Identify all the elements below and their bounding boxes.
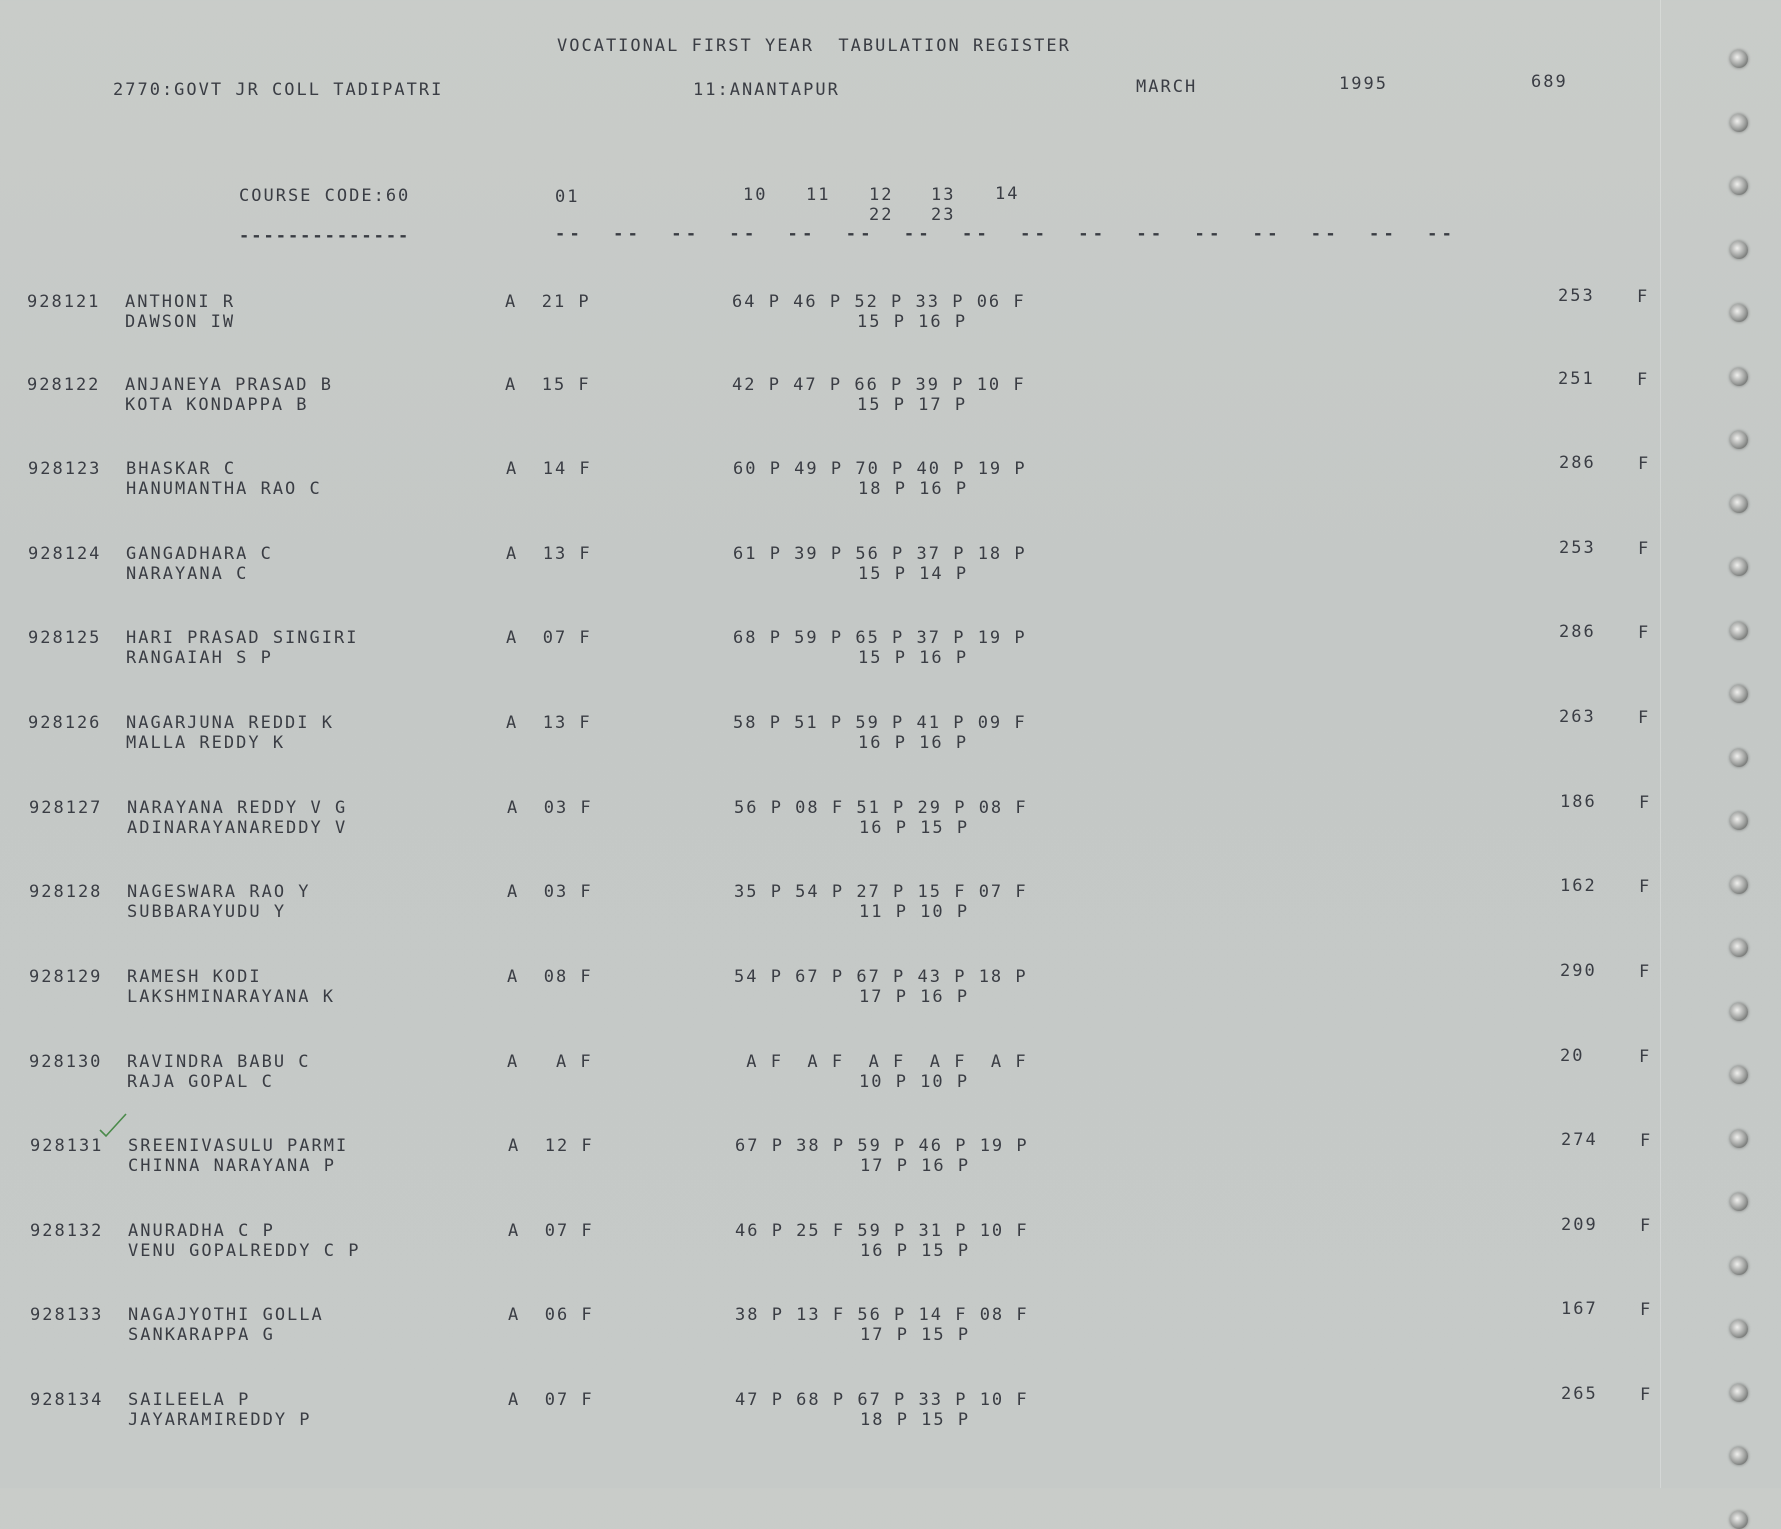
subject-marks-row2: 16 P 15 P [860, 1241, 971, 1261]
result: F [1640, 1216, 1653, 1236]
father-name: SUBBARAYUDU Y [127, 902, 287, 922]
subject-marks: 60 P 49 P 70 P 40 P 19 P [733, 459, 1027, 479]
binder-hole [1730, 368, 1748, 386]
language-mark: A 21 P [505, 292, 591, 312]
binder-hole [1730, 812, 1748, 830]
district-code: 11:ANANTAPUR [693, 80, 840, 100]
father-name: CHINNA NARAYANA P [128, 1156, 336, 1176]
student-name: HARI PRASAD SINGIRI [126, 628, 359, 648]
total-marks: 186 [1560, 792, 1597, 812]
total-marks: 251 [1558, 369, 1595, 389]
result: F [1638, 623, 1651, 643]
father-name: JAYARAMIREDDY P [128, 1410, 312, 1430]
student-id: 928129 [29, 967, 103, 987]
subject-marks-row2: 15 P 16 P [857, 312, 968, 332]
result: F [1637, 370, 1650, 390]
subject-marks-row2: 17 P 16 P [860, 1156, 971, 1176]
total-marks: 286 [1559, 453, 1596, 473]
total-marks: 274 [1561, 1130, 1598, 1150]
page-number: 689 [1531, 72, 1568, 92]
course-code-rule: -------------- [239, 226, 411, 246]
binder-hole [1730, 1193, 1748, 1211]
student-name: SREENIVASULU PARMI [128, 1136, 349, 1156]
binder-hole [1730, 1447, 1748, 1465]
col-heading-11: 11 [806, 185, 831, 205]
subject-marks-row2: 17 P 15 P [860, 1325, 971, 1345]
col-heading-10: 10 [743, 185, 768, 205]
father-name: HANUMANTHA RAO C [126, 479, 322, 499]
language-mark: A 03 F [507, 798, 593, 818]
student-name: NAGARJUNA REDDI K [126, 713, 334, 733]
binder-hole [1730, 114, 1748, 132]
total-marks: 265 [1561, 1384, 1598, 1404]
subject-marks-row2: 15 P 17 P [857, 395, 968, 415]
language-mark: A 15 F [505, 375, 591, 395]
college-code: 2770:GOVT JR COLL TADIPATRI [113, 80, 444, 100]
student-id: 928127 [29, 798, 103, 818]
student-name: RAVINDRA BABU C [127, 1052, 311, 1072]
col-heading-12: 12 [869, 185, 894, 205]
total-marks: 209 [1561, 1215, 1598, 1235]
subject-marks: 46 P 25 F 59 P 31 P 10 F [735, 1221, 1029, 1241]
student-id: 928124 [28, 544, 102, 564]
binder-hole [1730, 1003, 1748, 1021]
subject-marks-row2: 16 P 16 P [858, 733, 969, 753]
student-name: BHASKAR C [126, 459, 237, 479]
student-name: RAMESH KODI [127, 967, 262, 987]
student-id: 928132 [30, 1221, 104, 1241]
result: F [1639, 962, 1652, 982]
language-mark: A 14 F [506, 459, 592, 479]
binder-hole [1730, 1066, 1748, 1084]
student-id: 928121 [27, 292, 101, 312]
subject-marks: 64 P 46 P 52 P 33 P 06 F [732, 292, 1026, 312]
subject-marks: 68 P 59 P 65 P 37 P 19 P [733, 628, 1027, 648]
result: F [1637, 287, 1650, 307]
binder-hole [1730, 177, 1748, 195]
subject-marks-row2: 18 P 15 P [860, 1410, 971, 1430]
language-mark: A 08 F [507, 967, 593, 987]
language-mark: A 03 F [507, 882, 593, 902]
col-heading-13: 13 [931, 185, 956, 205]
total-marks: 253 [1558, 286, 1595, 306]
student-id: 928131 [30, 1136, 104, 1156]
result: F [1639, 877, 1652, 897]
student-id: 928123 [28, 459, 102, 479]
student-id: 928126 [28, 713, 102, 733]
total-marks: 20 [1560, 1046, 1585, 1066]
binder-hole [1730, 431, 1748, 449]
binder-hole [1730, 1384, 1748, 1402]
student-name: ANTHONI R [125, 292, 236, 312]
language-mark: A 13 F [506, 713, 592, 733]
subject-marks: 67 P 38 P 59 P 46 P 19 P [735, 1136, 1029, 1156]
subject-marks: 38 P 13 F 56 P 14 F 08 F [735, 1305, 1029, 1325]
binder-hole [1730, 1320, 1748, 1338]
col-heading-14: 14 [995, 184, 1020, 204]
total-marks: 290 [1560, 961, 1597, 981]
result: F [1640, 1300, 1653, 1320]
student-name: NAGAJYOTHI GOLLA [128, 1305, 324, 1325]
subject-marks-row2: 15 P 14 P [858, 564, 969, 584]
total-marks: 167 [1561, 1299, 1598, 1319]
col-heading-23: 23 [931, 205, 956, 225]
course-code-label: COURSE CODE:60 [239, 186, 411, 206]
register-title: VOCATIONAL FIRST YEAR TABULATION REGISTER [557, 36, 1071, 56]
binder-hole [1730, 558, 1748, 576]
father-name: DAWSON IW [125, 312, 236, 332]
subject-marks: 42 P 47 P 66 P 39 P 10 F [732, 375, 1026, 395]
subject-marks-row2: 17 P 16 P [859, 987, 970, 1007]
language-mark: A A F [507, 1052, 593, 1072]
father-name: VENU GOPALREDDY C P [128, 1241, 361, 1261]
binder-hole [1730, 1511, 1748, 1529]
binder-hole [1730, 304, 1748, 322]
student-name: GANGADHARA C [126, 544, 273, 564]
student-name: NARAYANA REDDY V G [127, 798, 348, 818]
student-id: 928130 [29, 1052, 103, 1072]
father-name: KOTA KONDAPPA B [125, 395, 309, 415]
language-mark: A 06 F [508, 1305, 594, 1325]
check-mark-icon [98, 1112, 128, 1138]
student-id: 928125 [28, 628, 102, 648]
result: F [1640, 1385, 1653, 1405]
subject-marks: A F A F A F A F A F [734, 1052, 1028, 1072]
subject-marks: 61 P 39 P 56 P 37 P 18 P [733, 544, 1027, 564]
student-id: 928128 [29, 882, 103, 902]
language-mark: A 13 F [506, 544, 592, 564]
student-name: NAGESWARA RAO Y [127, 882, 311, 902]
father-name: ADINARAYANAREDDY V [127, 818, 348, 838]
col-heading-22: 22 [869, 205, 894, 225]
subject-marks-row2: 10 P 10 P [859, 1072, 970, 1092]
student-id: 928134 [30, 1390, 104, 1410]
binder-hole [1730, 241, 1748, 259]
result: F [1638, 539, 1651, 559]
exam-month: MARCH [1136, 77, 1198, 97]
binder-hole [1730, 685, 1748, 703]
binder-hole [1730, 495, 1748, 513]
father-name: NARAYANA C [126, 564, 249, 584]
subject-marks: 35 P 54 P 27 P 15 F 07 F [734, 882, 1028, 902]
total-marks: 263 [1559, 707, 1596, 727]
subject-marks: 54 P 67 P 67 P 43 P 18 P [734, 967, 1028, 987]
father-name: RAJA GOPAL C [127, 1072, 274, 1092]
student-name: ANURADHA C P [128, 1221, 275, 1241]
subject-marks-row2: 18 P 16 P [858, 479, 969, 499]
binder-hole [1730, 50, 1748, 68]
binder-hole [1730, 939, 1748, 957]
binder-hole [1730, 749, 1748, 767]
total-marks: 286 [1559, 622, 1596, 642]
exam-year: 1995 [1339, 74, 1388, 94]
binder-hole [1730, 622, 1748, 640]
result: F [1639, 1047, 1652, 1067]
student-id: 928133 [30, 1305, 104, 1325]
subject-marks-row2: 11 P 10 P [859, 902, 970, 922]
student-id: 928122 [27, 375, 101, 395]
total-marks: 162 [1560, 876, 1597, 896]
student-name: ANJANEYA PRASAD B [125, 375, 333, 395]
father-name: RANGAIAH S P [126, 648, 273, 668]
result: F [1639, 793, 1652, 813]
column-rule: -- -- -- -- -- -- -- -- -- -- -- -- -- -- -- -- [555, 224, 1457, 244]
result: F [1640, 1131, 1653, 1151]
language-mark: A 07 F [508, 1390, 594, 1410]
subject-marks: 56 P 08 F 51 P 29 P 08 F [734, 798, 1028, 818]
perforation-line [1660, 0, 1661, 1488]
col-heading-01: 01 [555, 187, 580, 207]
language-mark: A 07 F [508, 1221, 594, 1241]
father-name: MALLA REDDY K [126, 733, 286, 753]
binder-hole [1730, 1130, 1748, 1148]
language-mark: A 07 F [506, 628, 592, 648]
binder-hole [1730, 876, 1748, 894]
language-mark: A 12 F [508, 1136, 594, 1156]
total-marks: 253 [1559, 538, 1596, 558]
student-name: SAILEELA P [128, 1390, 251, 1410]
father-name: SANKARAPPA G [128, 1325, 275, 1345]
subject-marks: 47 P 68 P 67 P 33 P 10 F [735, 1390, 1029, 1410]
result: F [1638, 454, 1651, 474]
father-name: LAKSHMINARAYANA K [127, 987, 335, 1007]
subject-marks-row2: 16 P 15 P [859, 818, 970, 838]
result: F [1638, 708, 1651, 728]
binder-hole [1730, 1257, 1748, 1275]
subject-marks-row2: 15 P 16 P [858, 648, 969, 668]
subject-marks: 58 P 51 P 59 P 41 P 09 F [733, 713, 1027, 733]
